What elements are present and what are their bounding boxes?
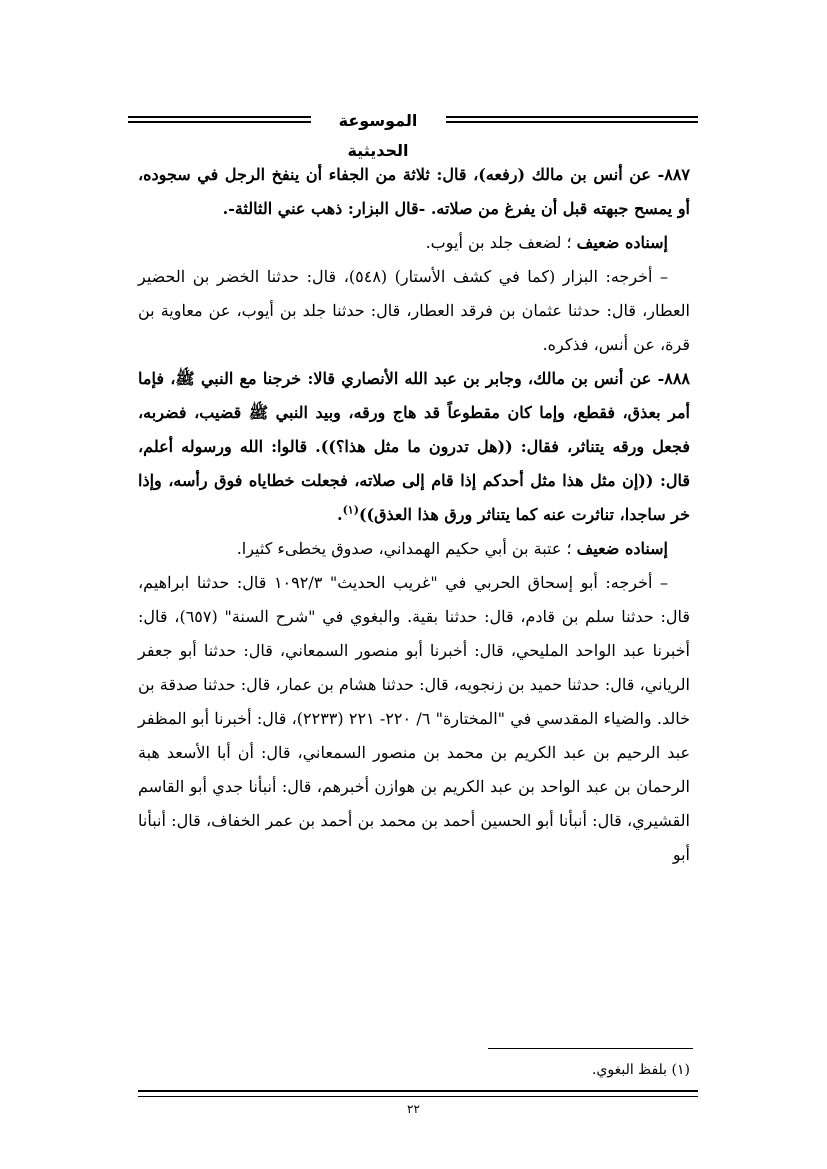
footnote-separator [488,1048,693,1049]
grading-text: ؛ عتبة بن أبي حكيم الهمداني، صدوق يخطىء كثيرا. [236,539,572,558]
footnote: (١) بلفظ البغوي. [591,1062,690,1078]
hadith-888-body: ٨٨٨- عن أنس بن مالك، وجابر بن عبد الله الأنصاري قالا: خرجنا مع النبي ﷺ، فإما أمر بعذق، فقطع، وإما كان مقطوعاً قد هاج ورقه، وبيد النبي ﷺ قضيب، فضربه، فجعل ورقه يتناثر، فقال: ((هل تدرون ما مثل هذا؟)). قالوا: الله ورسوله أعلم، قال: ((إن مثل هذا مثل أحدكم إذا قام إلى صلاته، فجعلت خطاياه فوق رأسه، وإذا خر ساجدا، تناثرت عنه كما يتناثر ورق هذا العذق)) [138,369,690,524]
header-title: الموسوعة الحديثية [338,111,418,160]
grading-label: إسناده ضعيف [576,539,668,558]
hadith-887-takhrij: – أخرجه: البزار (كما في كشف الأستار) (٥٤٨)، قال: حدثنا الخضر بن الحضير العطار، قال: حدثنا عثمان بن فرقد العطار، قال: حدثنا جلد بن أيوب، عن معاوية بن قرة، عن أنس، فذكره. [138,267,690,354]
hadith-887-text: ٨٨٧- عن أنس بن مالك (رفعه)، قال: ثلاثة من الجفاء أن ينفخ الرجل في سجوده، أو يمسح جبهته قبل أن يفرغ من صلاته. -قال البزار: ذهب عني الثالثة-. [138,165,690,218]
page-header [128,106,698,160]
grading-label: إسناده ضعيف [576,233,668,252]
page-number: ٢٢ [407,1102,420,1116]
footnote-ref[interactable]: (١) [342,503,359,517]
bottom-rule [138,1090,698,1097]
header-rule-right [446,116,698,123]
grading-text: ؛ لضعف جلد بن أيوب. [425,233,572,252]
hadith-888-text [138,362,690,532]
hadith-888-grading [138,532,690,566]
hadith-888-takhrij: – أخرجه: أبو إسحاق الحربي في "غريب الحديث" ١٠٩٢/٣ قال: حدثنا ابراهيم، قال: حدثنا سلم بن قادم، قال: حدثنا بقية. والبغوي في "شرح السنة" (٦٥٧)، قال: أخبرنا عبد الواحد المليحي، قال: أخبرنا أبو منصور السمعاني، قال: حدثنا أبو جعفر الرياني، قال: حدثنا حميد بن زنجويه، قال: حدثنا هشام بن عمار، قال: حدثنا صدقة بن خالد. والضياء المقدسي في "المختارة" ٦/ ٢٢٠- ٢٢١ (٢٢٣٣)، قال: أخبرنا أبو المظفر عبد الرحيم بن عبد الكريم بن محمد بن منصور السمعاني، قال: أن أبا الأسعد هبة الرحمان بن عبد الواحد بن عبد الكريم بن هوازن أخبرهم، قال: أنبأنا جدي أبو القاسم القشيري، قال: أنبأنا أبو الحسين أحمد بن محمد بن أحمد بن عمر الخفاف، قال: أنبأنا أبو [138,573,691,864]
header-rule-left [128,116,311,123]
end-mark: . [337,505,343,524]
hadith-887-grading [138,226,690,260]
page-content [138,158,690,872]
